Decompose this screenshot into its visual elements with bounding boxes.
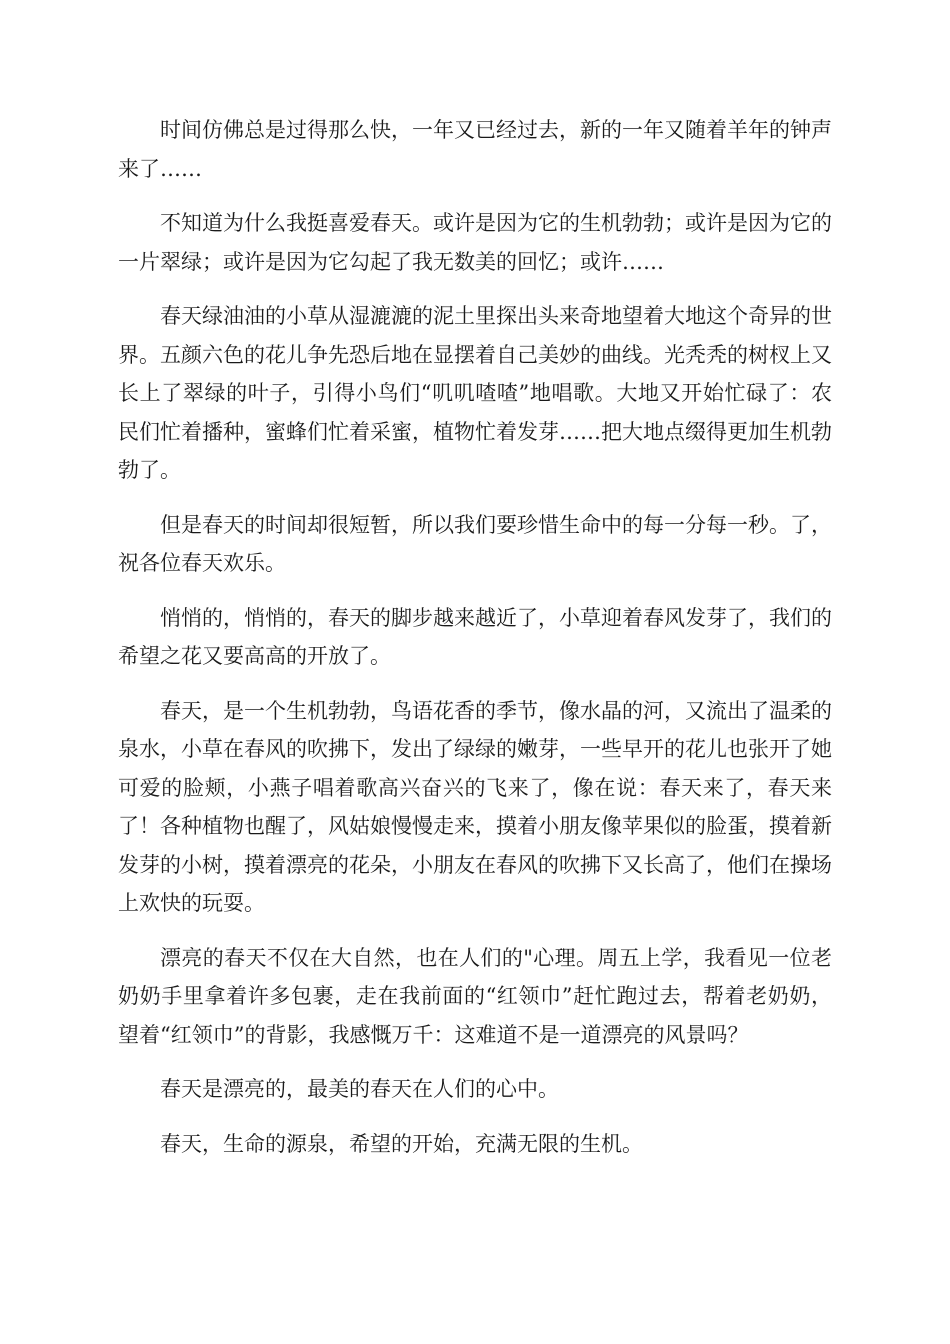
paragraph-7: 漂亮的春天不仅在大自然，也在人们的"心理。周五上学，我看见一位老奶奶手里拿着许多包裹，走在我前面的“红领巾”赶忙跑过去，帮着老奶奶，望着“红领巾”的背影，我感慨万千：这难道不是一道漂亮的风景吗？ [118,945,832,1047]
paragraph-5: 悄悄的，悄悄的，春天的脚步越来越近了，小草迎着春风发芽了，我们的希望之花又要高高的开放了。 [118,605,832,668]
paragraph-3: 春天绿油油的小草从湿漉漉的泥土里探出头来奇地望着大地这个奇异的世界。五颜六色的花儿争先恐后地在显摆着自己美妙的曲线。光秃秃的树杈上又长上了翠绿的叶子，引得小鸟们“叽叽喳喳”地唱歌。大地又开始忙碌了：农民们忙着播种，蜜蜂们忙着采蜜，植物忙着发芽……把大地点缀得更加生机勃勃了。 [118,304,832,482]
paragraph-4: 但是春天的时间却很短暂，所以我们要珍惜生命中的每一分每一秒。了，祝各位春天欢乐。 [118,512,832,575]
paragraph-9: 春天，生命的源泉，希望的开始，充满无限的生机。 [160,1131,643,1156]
paragraph-8: 春天是漂亮的，最美的春天在人们的心中。 [160,1077,559,1101]
paragraph-2: 不知道为什么我挺喜爱春天。或许是因为它的生机勃勃；或许是因为它的一片翠绿；或许是因为它勾起了我无数美的回忆；或许…… [118,211,832,274]
paragraph-1: 时间仿佛总是过得那么快，一年又已经过去，新的一年又随着羊年的钟声来了…… [118,118,832,181]
essay-body [118,111,832,1179]
paragraph-6: 春天，是一个生机勃勃，鸟语花香的季节，像水晶的河，又流出了温柔的泉水，小草在春风的吹拂下，发出了绿绿的嫩芽，一些早开的花儿也张开了她可爱的脸颊，小燕子唱着歌高兴奋兴的飞来了，像在说：春天来了，春天来了！各种植物也醒了，风姑娘慢慢走来，摸着小朋友像苹果似的脸蛋，摸着新发芽的小树，摸着漂亮的花朵，小朋友在春风的吹拂下又长高了，他们在操场上欢快的玩耍。 [118,698,832,915]
